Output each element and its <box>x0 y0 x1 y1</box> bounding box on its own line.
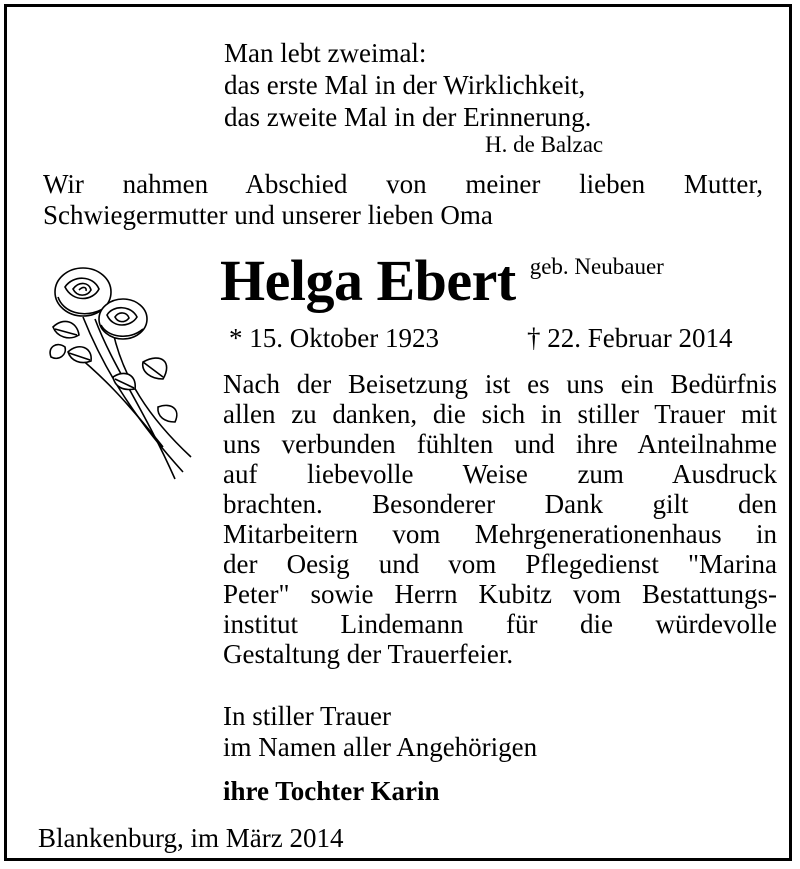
intro-text <box>43 169 763 231</box>
obituary-notice <box>4 4 792 861</box>
closing-line: In stiller Trauer <box>223 701 391 731</box>
thanks-line: Nach der Beisetzung ist es uns ein Bedürfnis <box>223 369 777 399</box>
birth-name: geb. Neubauer <box>529 254 664 279</box>
thanks-line: auf liebevolle Weise zum Ausdruck <box>223 459 777 489</box>
roses-illustration-icon <box>43 257 193 482</box>
thanks-line: Gestaltung der Trauerfeier. <box>223 639 514 669</box>
quote-line: das erste Mal in der Wirklichkeit, <box>224 70 586 100</box>
place-date: Blankenburg, im März 2014 <box>38 823 344 853</box>
closing-line: im Namen aller Angehörigen <box>223 732 538 762</box>
intro-line: Schwiegermutter und unserer lieben Oma <box>43 200 493 230</box>
quote-line: Man lebt zweimal: <box>224 38 427 68</box>
birth-date: * 15. Oktober 1923 <box>229 323 439 353</box>
quote-author: H. de Balzac <box>485 132 604 157</box>
closing-block <box>223 701 537 763</box>
signer: ihre Tochter Karin <box>223 776 440 806</box>
deceased-name: Helga Ebert <box>220 248 516 313</box>
thanks-line: uns verbunden fühlten und ihre Anteilnahme <box>223 429 777 459</box>
thanks-line: institut Lindemann für die würdevolle <box>223 609 777 639</box>
quote-line: das zweite Mal in der Erinnerung. <box>224 102 592 132</box>
intro-line: Wir nahmen Abschied von meiner lieben Mutter, <box>43 169 763 199</box>
thanks-line: Mitarbeitern vom Mehrgenerationenhaus in <box>223 519 777 549</box>
thanks-paragraph <box>223 369 777 669</box>
thanks-line: Peter" sowie Herrn Kubitz vom Bestattungs- <box>223 579 777 609</box>
quote-block <box>224 37 591 133</box>
death-date: † 22. Februar 2014 <box>527 323 733 353</box>
thanks-line: der Oesig und vom Pflegedienst "Marina <box>223 549 777 579</box>
thanks-line: brachten. Besonderer Dank gilt den <box>223 489 777 519</box>
thanks-line: allen zu danken, die sich in stiller Trauer mit <box>223 399 777 429</box>
deceased-name-row <box>220 250 664 312</box>
